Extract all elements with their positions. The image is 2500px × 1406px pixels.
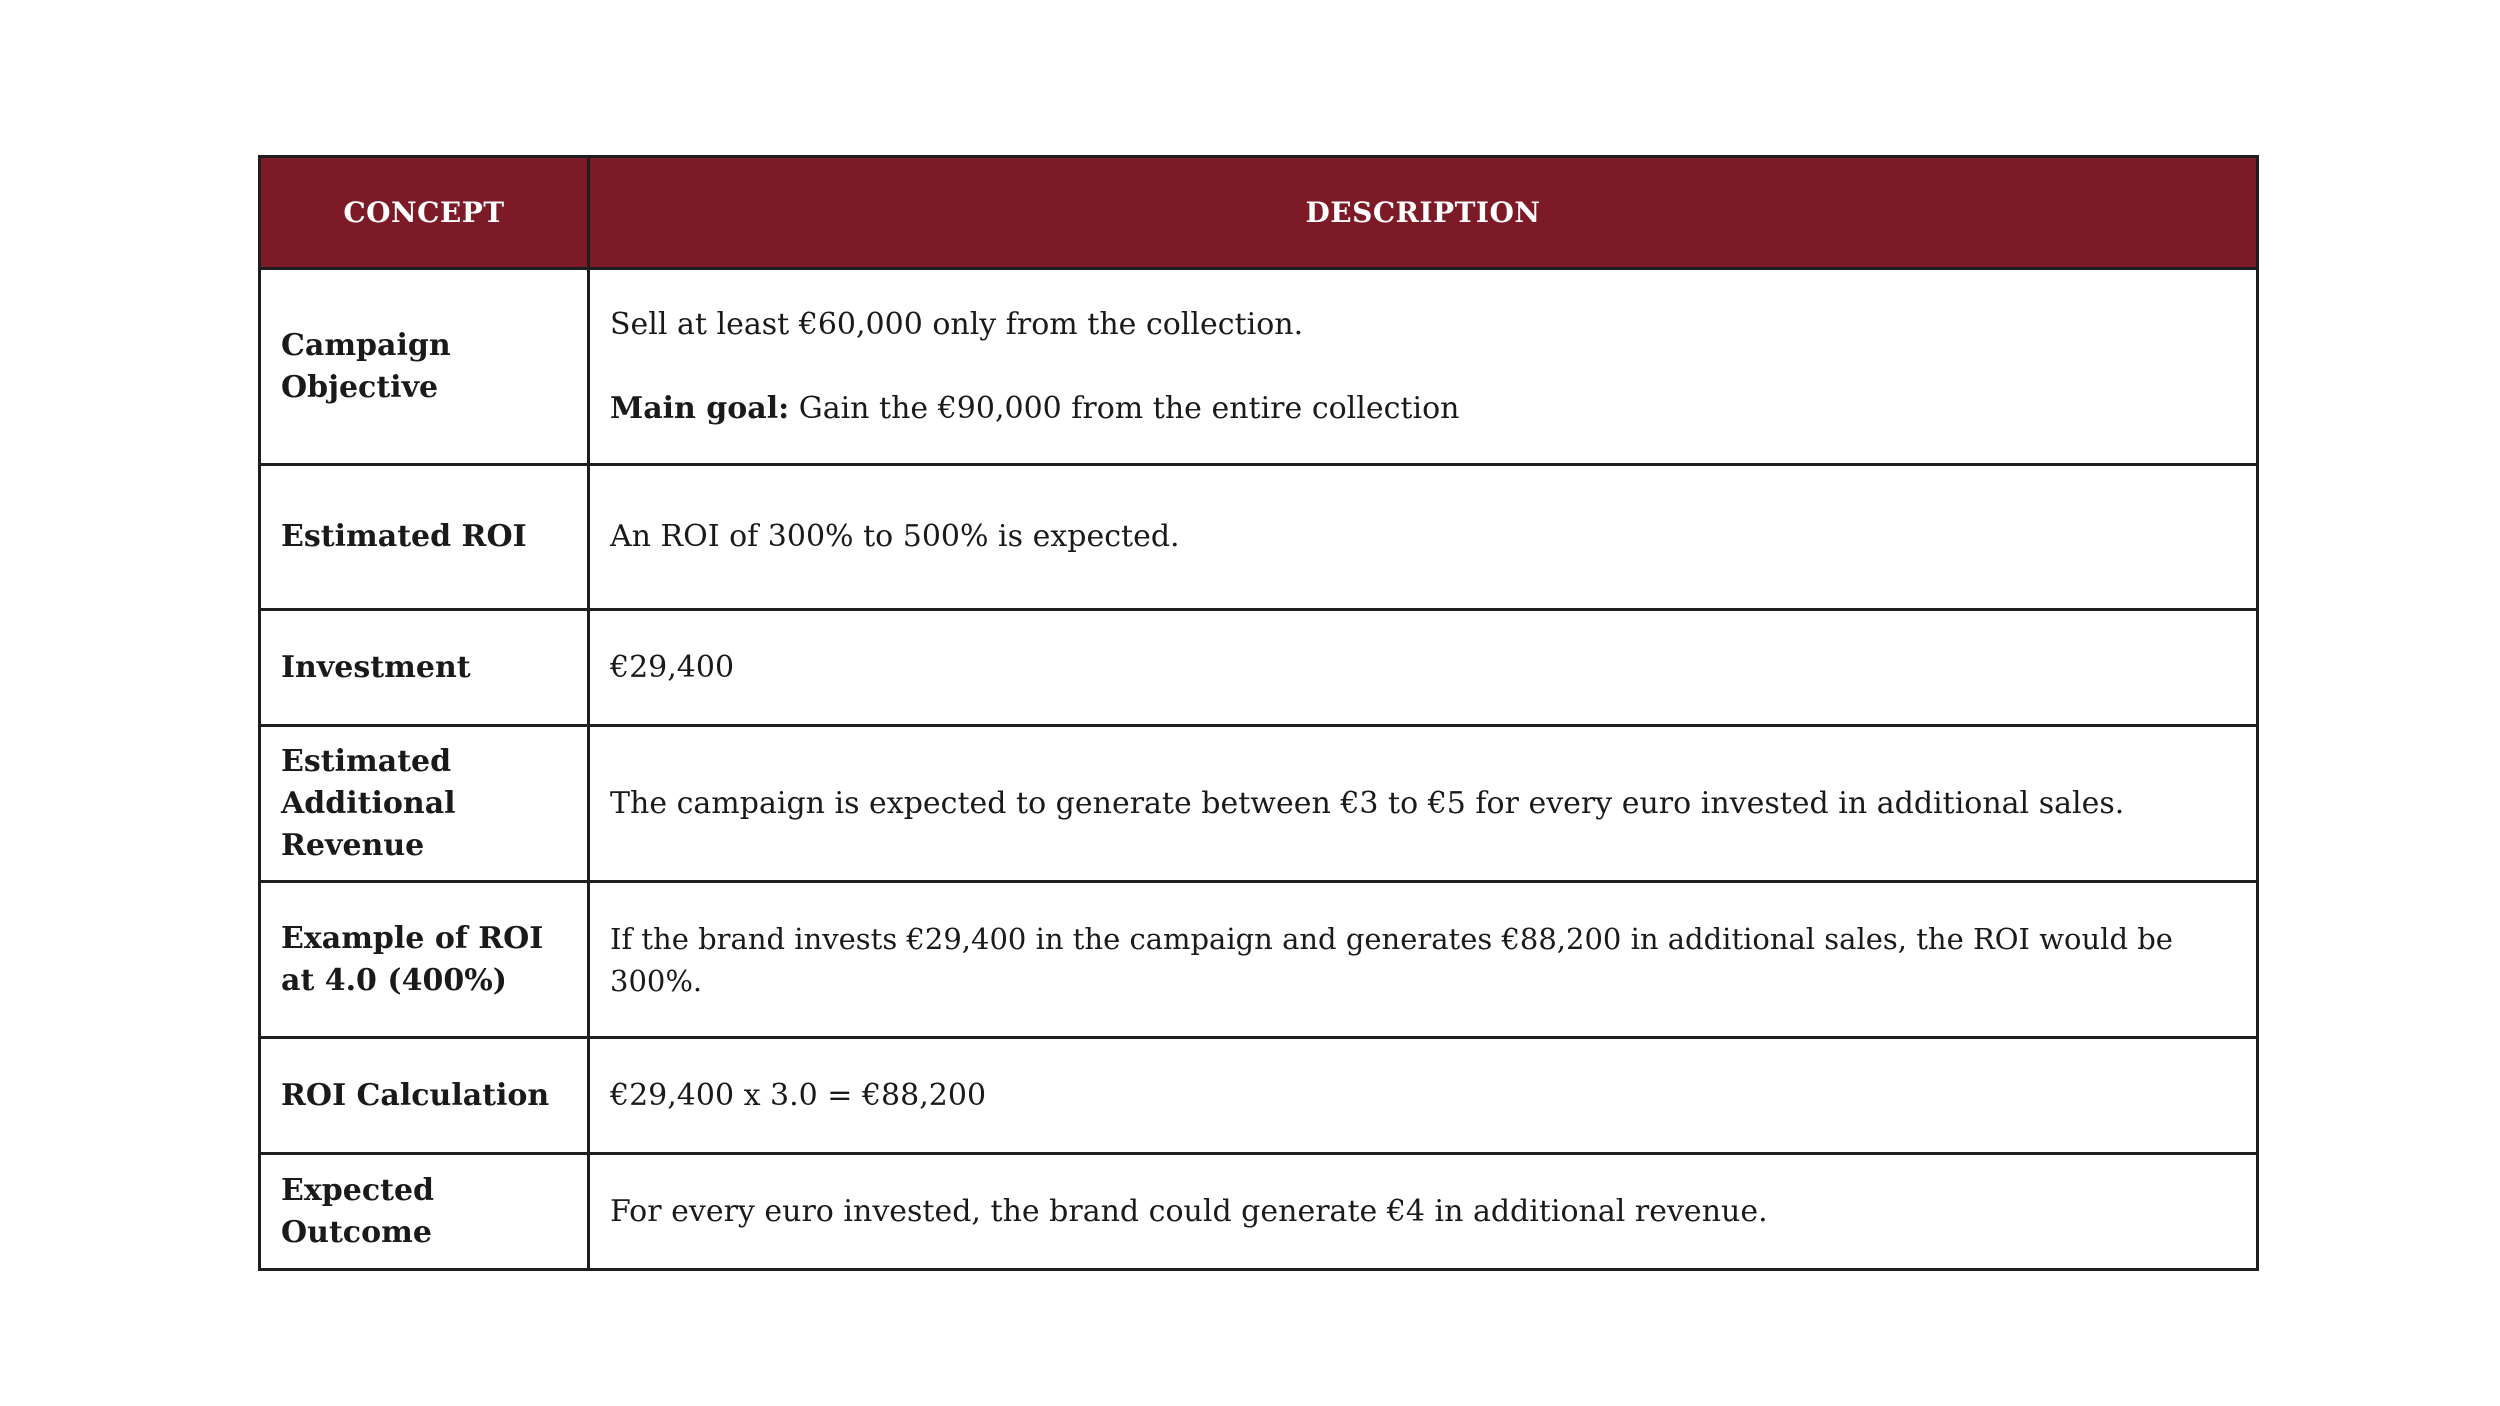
description-cell: An ROI of 300% to 500% is expected. [589,465,2258,610]
table-row-campaign-objective [260,269,2258,465]
concept-cell: Expected Outcome [260,1154,589,1270]
concept-cell: Estimated ROI [260,465,589,610]
table-header-row [260,157,2258,269]
concept-cell: Example of ROI at 4.0 (400%) [260,882,589,1038]
campaign-table-container [258,155,2256,1271]
header-concept: CONCEPT [260,157,589,269]
description-cell: For every euro invested, the brand could generate €4 in additional revenue. [589,1154,2258,1270]
concept-cell: Estimated Additional Revenue [260,726,589,882]
concept-cell: Campaign Objective [260,269,589,465]
description-cell: €29,400 x 3.0 = €88,200 [589,1038,2258,1154]
table-row-estimated-roi [260,465,2258,610]
concept-cell: Investment [260,610,589,726]
objective-line: Sell at least €60,000 only from the collection. [610,306,1304,342]
main-goal-label: Main goal: [610,390,790,426]
table-row-example-roi [260,882,2258,1038]
description-cell [589,269,2258,465]
table-row-investment [260,610,2258,726]
description-cell: If the brand invests €29,400 in the campaign and generates €88,200 in additional sales, the ROI would be 300%. [589,882,2258,1038]
table-row-expected-outcome [260,1154,2258,1270]
main-goal-text: Gain the €90,000 from the entire collection [789,390,1460,426]
main-goal-line [610,388,2236,430]
table-row-estimated-additional-revenue [260,726,2258,882]
table-row-roi-calculation [260,1038,2258,1154]
header-description: DESCRIPTION [589,157,2258,269]
concept-cell: ROI Calculation [260,1038,589,1154]
campaign-roi-table [258,155,2259,1271]
description-cell: The campaign is expected to generate between €3 to €5 for every euro invested in additional sales. [589,726,2258,882]
description-cell: €29,400 [589,610,2258,726]
